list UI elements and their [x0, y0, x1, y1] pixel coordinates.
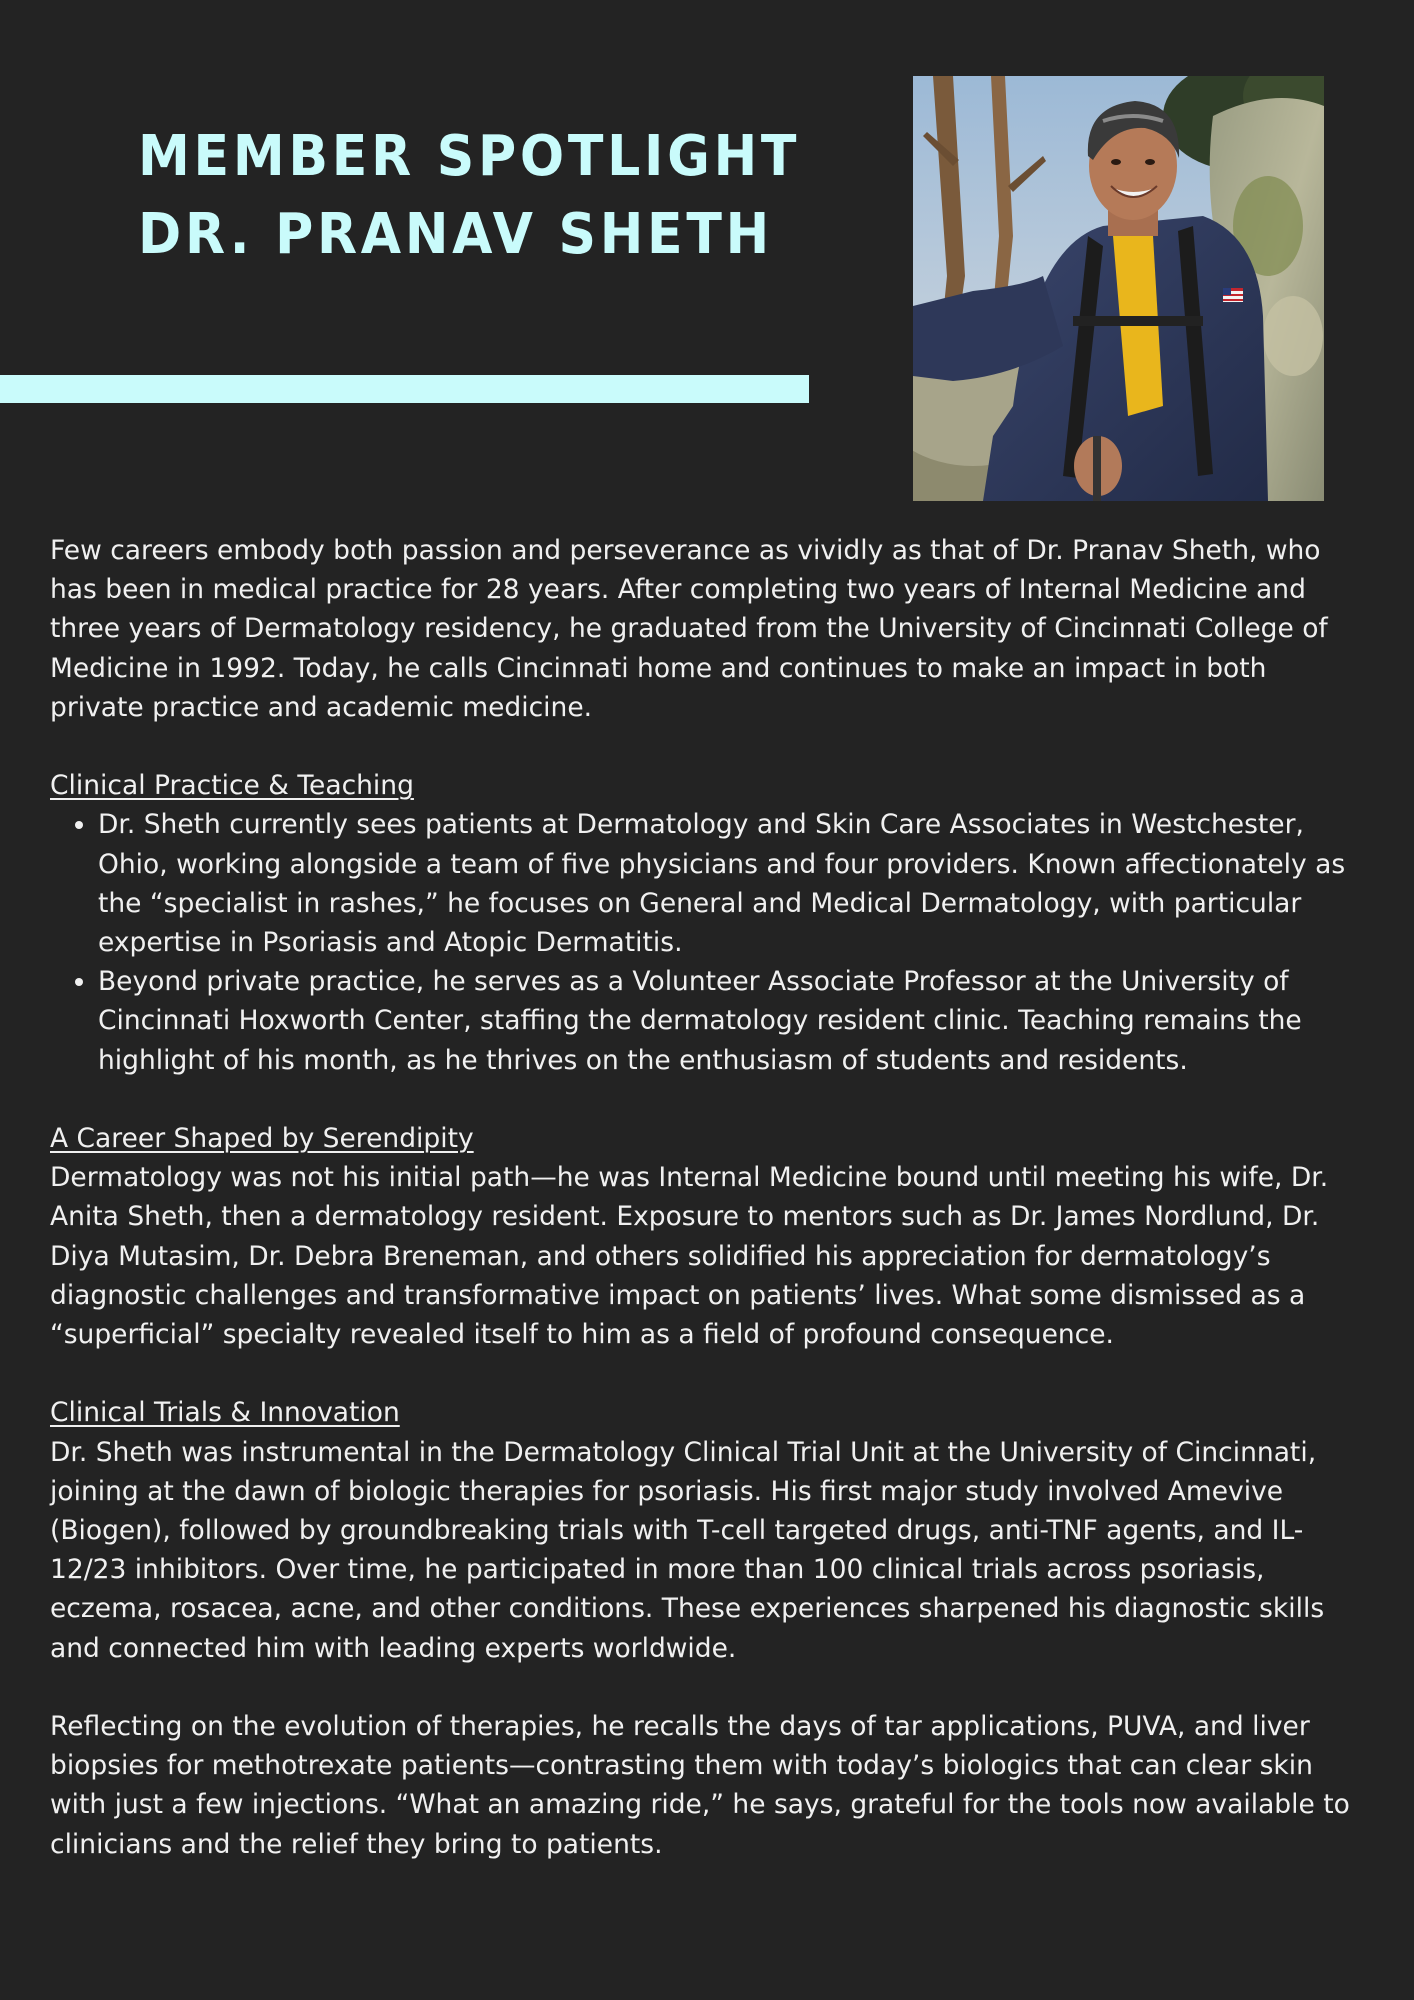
- list-item: • Beyond private practice, he serves as a Volunteer Associate Professor at the University of Cincinnati Hoxworth Center, staffing the dermatology resident clinic. Teaching remains the highlight of his month, as he thrives on the enthusiasm of students and residents.: [98, 962, 1368, 1080]
- title-line-name: DR. PRANAV SHETH: [138, 202, 773, 267]
- intro-paragraph: Few careers embody both passion and perseverance as vividly as that of Dr. Pranav Sheth, who has been in medical practice for 28 years. After completing two years of Internal Medicine and three years of Dermatology residency, he graduated from the University of Cincinnati College of Medicine in 1992. Today, he calls Cincinnati home and continues to make an impact in both private practice and academic medicine.: [50, 535, 1328, 723]
- spacer: [50, 1354, 1368, 1393]
- section-heading-career: A Career Shaped by Serendipity: [50, 1123, 474, 1155]
- accent-bar: [0, 375, 809, 403]
- section-heading-trials: Clinical Trials & Innovation: [50, 1397, 400, 1429]
- page-title: [138, 118, 800, 274]
- portrait-photo: [913, 76, 1324, 501]
- spacer: [50, 1668, 1368, 1707]
- article-body: [50, 531, 1368, 1864]
- reflection-paragraph: Reflecting on the evolution of therapies, he recalls the days of tar applications, PUVA, and liver biopsies for methotrexate patients—contrasting them with today’s biologics that can clear skin with just a few injections. “What an amazing ride,” he says, grateful for the tools now available to clinicians and the relief they bring to patients.: [50, 1711, 1350, 1860]
- title-line-spotlight: MEMBER SPOTLIGHT: [138, 124, 801, 189]
- clinical-bullet-list: [50, 805, 1368, 1079]
- portrait-photo-icon: [913, 76, 1324, 501]
- section-heading-clinical: Clinical Practice & Teaching: [50, 770, 414, 802]
- list-item: • Dr. Sheth currently sees patients at Dermatology and Skin Care Associates in Westchester, Ohio, working alongside a team of five physicians and four providers. Known affectionately as the “specialist in rashes,” he focuses on General and Medical Dermatology, with particular expertise in Psoriasis and Atopic Dermatitis.: [98, 805, 1368, 962]
- spacer: [50, 727, 1368, 766]
- spacer: [50, 1080, 1368, 1119]
- trials-paragraph: Dr. Sheth was instrumental in the Dermatology Clinical Trial Unit at the University of Cincinnati, joining at the dawn of biologic therapies for psoriasis. His first major study involved Amevive (Biogen), followed by groundbreaking trials with T-cell targeted drugs, anti-TNF agents, and IL-12/23 inhibitors. Over time, he participated in more than 100 clinical trials across psoriasis, eczema, rosacea, acne, and other conditions. These experiences sharpened his diagnostic skills and connected him with leading experts worldwide.: [50, 1436, 1325, 1664]
- career-paragraph: Dermatology was not his initial path—he was Internal Medicine bound until meeting his wife, Dr. Anita Sheth, then a dermatology resident. Exposure to mentors such as Dr. James Nordlund, Dr. Diya Mutasim, Dr. Debra Breneman, and others solidified his appreciation for dermatology’s diagnostic challenges and transformative impact on patients’ lives. What some dismissed as a “superficial” specialty revealed itself to him as a field of profound consequence.: [50, 1162, 1329, 1351]
